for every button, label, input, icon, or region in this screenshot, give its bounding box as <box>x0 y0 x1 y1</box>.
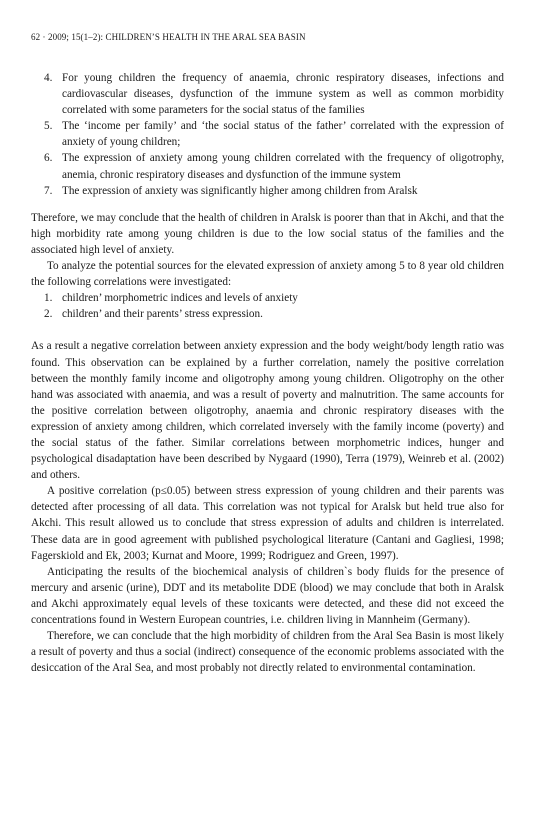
list-number: 2. <box>44 308 53 321</box>
list-item <box>31 70 504 118</box>
paragraph-final-conclusion: Therefore, we can conclude that the high morbidity of children from the Aral Sea Basin is most likely a result of poverty and thus a social (indirect) consequence of the economic problems associated with the desiccation of the Aral Sea, and most probably not directly related to environmental contamination. <box>31 630 504 675</box>
findings-list <box>31 70 504 199</box>
list-item-text: For young children the frequency of anaemia, chronic respiratory diseases, infections and cardiovascular diseases, dysfunction of the immune system as well as common morbidity correlated with some parameters for the social status of the families <box>62 72 504 117</box>
list-item <box>31 118 504 150</box>
list-item-text: The ‘income per family’ and ‘the social status of the father’ correlated with the expression of anxiety of young children; <box>62 120 504 149</box>
correlations-list <box>31 290 504 322</box>
list-item <box>31 183 504 199</box>
paragraph-conclusion: Therefore, we may conclude that the health of children in Aralsk is poorer than that in Akchi, and that the high morbidity rate among young children is due to the low social status of the families and the associated high level of anxiety. <box>31 211 504 256</box>
paragraph-anticipating: Anticipating the results of the biochemical analysis of children`s body fluids for the presence of mercury and arsenic (urine), DDT and its metabolite DDE (blood) we may conclude that both in Aralsk and Akchi approximately equal levels of these toxicants were detected, and these did not exceed the concentrations found in Western European countries, i.e. children living in Mannheim (Germany). <box>31 565 504 626</box>
page-body <box>31 70 504 676</box>
paragraph-analyze: To analyze the potential sources for the elevated expression of anxiety among 5 to 8 year old children the following correlations were investigated: <box>31 260 504 289</box>
list-item-text: children’ morphometric indices and levels of anxiety <box>62 292 298 305</box>
list-item <box>31 150 504 182</box>
list-item <box>31 290 504 306</box>
list-item <box>31 306 504 322</box>
list-number: 7. <box>44 184 53 197</box>
paragraph-positive-correlation: A positive correlation (p≤0.05) between stress expression of young children and their parents was detected after processing of all data. This correlation was not typical for Aralsk but held true also for Akchi. This result allowed us to conclude that stress expression of adults and children is interrelated. These data are in good agreement with published psychological literature (Cantani and Gagliesi, 1998; Fagerskiold and Ek, 2003; Kurnat and Moore, 1999; Rodriguez and Green, 1997). <box>31 485 504 562</box>
list-item-text: The expression of anxiety was significantly higher among children from Aralsk <box>62 184 418 197</box>
list-number: 6. <box>44 152 53 165</box>
list-number: 4. <box>44 72 53 84</box>
list-item-text: The expression of anxiety among young children correlated with the frequency of oligotrophy, anemia, chronic respiratory diseases and dysfunction of the immune system <box>62 152 504 181</box>
paragraph-result: As a result a negative correlation between anxiety expression and the body weight/body length ratio was found. This observation can be explained by a further correlation, namely the positive correlation between the monthly family income and oligotrophy among young children. Oligotrophy on the other hand was associated with anaemia, and was a result of poverty and malnutrition. The same accounts for the positive correlation between oligotrophy, anaemia and chronic respiratory diseases with the expression of anxiety among children, which correlated inversely with the family income (poverty) and the social status of the father. Similar correlations between morphometric indices, hunger and psychological disadaptation have been described by Nygaard (1990), Terra (1979), Weinreb et al. (2002) and others. <box>31 340 504 482</box>
list-number: 1. <box>44 292 53 305</box>
running-head: 62 · 2009; 15(1–2): CHILDREN’S HEALTH IN THE ARAL SEA BASIN <box>31 32 306 42</box>
list-number: 5. <box>44 120 53 133</box>
list-item-text: children’ and their parents’ stress expression. <box>62 308 263 321</box>
